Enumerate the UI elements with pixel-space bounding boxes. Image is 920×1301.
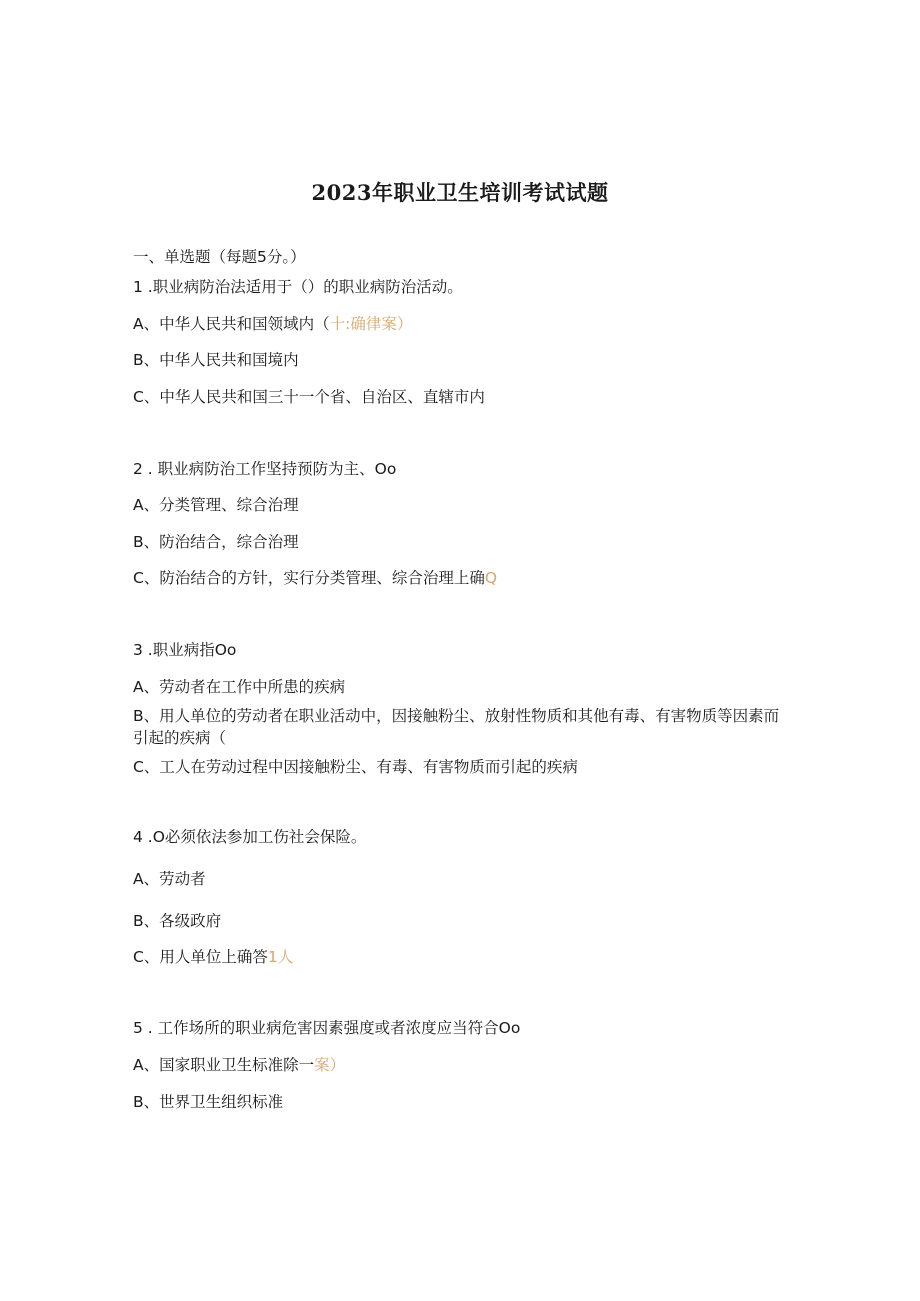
option-text: C、用人单位上确答 <box>133 948 268 966</box>
question-4-option-a <box>133 868 206 890</box>
option-text: A、分类管理、综合治理 <box>133 496 299 514</box>
question-5-option-a <box>133 1054 345 1076</box>
option-text: C、防治结合的方针，实行分类管理、综合治理上确 <box>133 569 485 587</box>
question-3-option-a <box>133 676 345 698</box>
question-5-option-b <box>133 1091 283 1113</box>
option-text: A、劳动者 <box>133 870 206 888</box>
question-1-option-b <box>133 349 299 371</box>
option-text: A、劳动者在工作中所患的疾病 <box>133 678 346 696</box>
page-title: 2023年职业卫生培训考试试题 <box>311 180 609 205</box>
question-5-stem: 5 . 工作场所的职业病危害因素强度或者浓度应当符合Oo <box>133 1019 521 1037</box>
question-2-option-b <box>133 531 299 553</box>
option-text: B、防治结合，综合治理 <box>133 533 299 551</box>
question-2-option-a <box>133 494 299 516</box>
option-text: B、各级政府 <box>133 912 222 930</box>
option-text: C、工人在劳动过程中因接触粉尘、有毒、有害物质而引起的疾病 <box>133 758 578 776</box>
question-4-option-b <box>133 910 221 932</box>
answer-mark: 案） <box>314 1056 346 1074</box>
question-2-option-c <box>133 567 497 589</box>
question-4-stem: 4 .O必须依法参加工伤社会保险。 <box>133 828 367 846</box>
option-text: A、中华人民共和国领域内（ <box>133 315 330 333</box>
question-1-option-a <box>133 313 412 335</box>
option-text: B、用人单位的劳动者在职业活动中，因接触粉尘、放射性物质和其他有毒、有害物质等因素而引起的疾病（ <box>133 707 780 747</box>
answer-mark: Q <box>484 569 498 587</box>
question-3-option-b <box>133 705 783 749</box>
question-1-option-c <box>133 386 485 408</box>
option-text: B、中华人民共和国境内 <box>133 351 299 369</box>
question-1-stem: 1 .职业病防治法适用于（）的职业病防治活动。 <box>133 278 463 296</box>
question-2-stem: 2 . 职业病防治工作坚持预防为主、Oo <box>133 460 397 478</box>
question-3-option-c <box>133 756 578 778</box>
option-text: A、国家职业卫生标准除一 <box>133 1056 315 1074</box>
section-heading: 一、单选题（每题5分。） <box>133 248 306 266</box>
option-text: C、中华人民共和国三十一个省、自治区、直辖市内 <box>133 388 485 406</box>
answer-mark: 1人 <box>267 948 294 966</box>
answer-mark: 十:确律案） <box>329 315 413 333</box>
option-text: B、世界卫生组织标准 <box>133 1093 284 1111</box>
question-3-stem: 3 .职业病指Oo <box>133 641 237 659</box>
question-4-option-c <box>133 946 293 968</box>
